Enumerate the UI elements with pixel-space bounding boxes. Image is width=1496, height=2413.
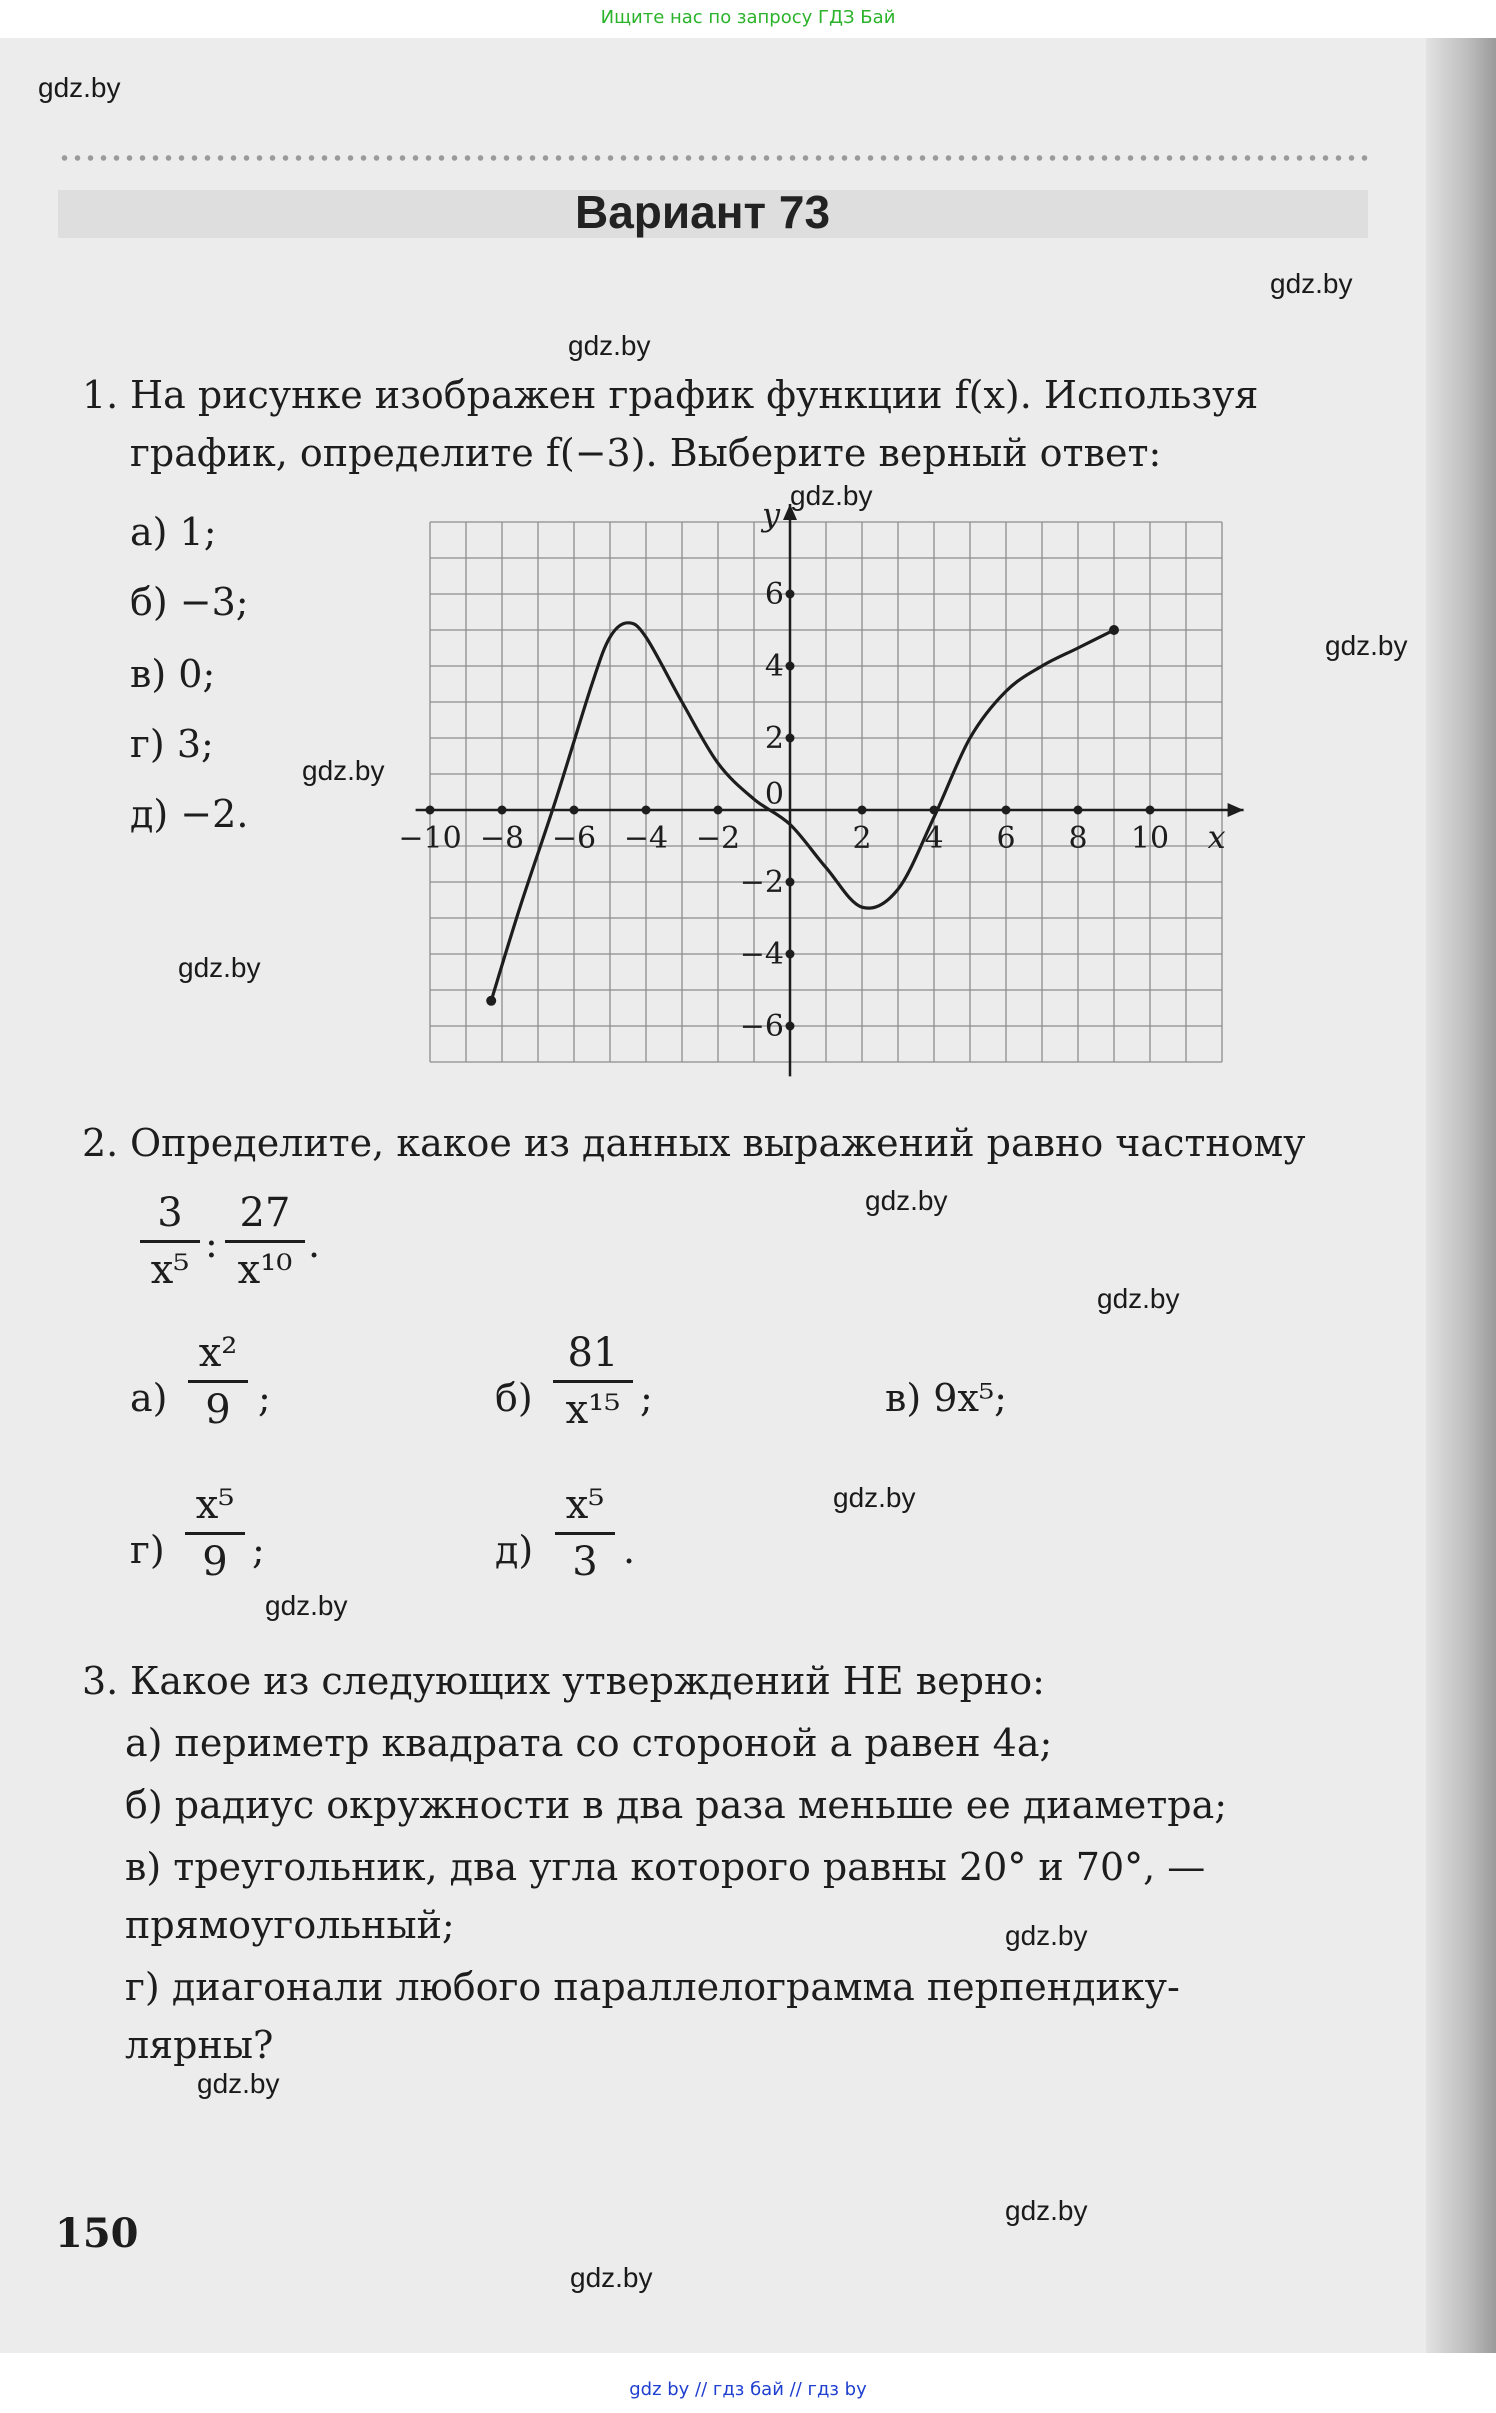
x-axis-label: x — [1207, 818, 1226, 856]
x-tick-label: −4 — [623, 821, 669, 856]
curve-end-point — [1109, 625, 1119, 635]
watermark: gdz.by — [265, 1590, 348, 1621]
q1-option-a: а) 1; — [130, 510, 217, 554]
x-tick-label: −2 — [695, 821, 741, 856]
y-tick-dot — [786, 590, 795, 599]
q2-expr-fraction-2 — [225, 1190, 305, 1293]
denominator: 3 — [572, 1539, 598, 1585]
q2-option-b-end: ; — [640, 1376, 653, 1420]
x-axis-arrow — [1228, 803, 1244, 817]
q2-option-e-fraction — [555, 1482, 615, 1585]
watermark: gdz.by — [302, 755, 385, 786]
y-tick-dot — [786, 878, 795, 887]
q2-option-d-fraction — [185, 1482, 245, 1585]
watermark: gdz.by — [865, 1185, 948, 1216]
x-tick-dot — [858, 806, 867, 815]
x-tick-dot — [714, 806, 723, 815]
watermark: gdz.by — [1270, 268, 1353, 299]
q2-option-b-fraction — [553, 1330, 633, 1433]
q3-option-d-line2: лярны? — [125, 2023, 274, 2067]
q2-expr-colon: : — [205, 1222, 218, 1266]
y-tick-label: 6 — [764, 577, 784, 612]
numerator: 81 — [567, 1330, 619, 1376]
fraction-bar — [188, 1380, 248, 1383]
x-tick-dot — [1074, 806, 1083, 815]
q2-expr-end: . — [308, 1222, 321, 1266]
watermark: gdz.by — [1325, 630, 1408, 661]
q1-option-d: г) 3; — [130, 722, 214, 766]
numerator: x² — [198, 1330, 238, 1376]
fraction-bar — [553, 1380, 633, 1383]
y-tick-label: −6 — [739, 1009, 784, 1044]
watermark: gdz.by — [833, 1482, 916, 1513]
x-tick-dot — [642, 806, 651, 815]
watermark: gdz.by — [178, 952, 261, 983]
page-number: 150 — [55, 2210, 139, 2257]
fraction-bar — [225, 1240, 305, 1243]
q2-option-d-label: г) — [130, 1528, 165, 1572]
q1-line1: На рисунке изображен график функции f(x). Используя — [130, 373, 1259, 417]
fraction-bar — [185, 1532, 245, 1535]
function-curve — [491, 623, 1114, 1001]
q3-option-c-line2: прямоугольный; — [125, 1903, 455, 1947]
watermark: gdz.by — [1005, 2195, 1088, 2226]
y-tick-label: −4 — [739, 937, 784, 972]
q3-option-c-line1: в) треугольник, два угла которого равны 20° и 70°, — — [125, 1845, 1206, 1889]
dotted-rule — [58, 152, 1368, 164]
x-tick-label: −8 — [479, 821, 525, 856]
watermark: gdz.by — [38, 72, 121, 103]
x-tick-label: 4 — [924, 821, 944, 856]
watermark: gdz.by — [570, 2262, 653, 2293]
y-tick-label: 2 — [764, 721, 784, 756]
q2-option-c: в) 9x⁵; — [885, 1376, 1007, 1420]
denominator: x⁵ — [150, 1247, 190, 1293]
fraction-bar — [555, 1532, 615, 1535]
q2-number: 2. — [82, 1121, 119, 1165]
origin-label: 0 — [764, 777, 784, 812]
x-tick-label: −10 — [398, 821, 462, 856]
numerator: x⁵ — [195, 1482, 235, 1528]
y-tick-dot — [786, 950, 795, 959]
q2-option-a-fraction — [188, 1330, 248, 1433]
q1-number: 1. — [82, 373, 119, 417]
numerator: x⁵ — [565, 1482, 605, 1528]
watermark: gdz.by — [197, 2068, 280, 2099]
watermark: gdz.by — [1097, 1283, 1180, 1314]
x-tick-label: 8 — [1068, 821, 1088, 856]
q1-option-c: в) 0; — [130, 652, 216, 696]
denominator: 9 — [205, 1387, 231, 1433]
x-tick-dot — [498, 806, 507, 815]
q2-option-a-end: ; — [258, 1376, 271, 1420]
q2-option-e-label: д) — [495, 1528, 534, 1572]
top-banner[interactable]: Ищите нас по запросу ГДЗ Бай — [600, 7, 896, 28]
y-tick-dot — [786, 1022, 795, 1031]
watermark: gdz.by — [568, 330, 651, 361]
denominator: x¹⁰ — [237, 1247, 293, 1293]
y-tick-dot — [786, 734, 795, 743]
q3-option-a: а) периметр квадрата со стороной a равен 4a; — [125, 1721, 1053, 1765]
numerator: 3 — [157, 1190, 183, 1236]
q2-option-e-end: . — [623, 1528, 636, 1572]
denominator: x¹⁵ — [565, 1387, 621, 1433]
x-tick-dot — [1146, 806, 1155, 815]
x-tick-label: 6 — [996, 821, 1016, 856]
watermark: gdz.by — [1005, 1920, 1088, 1951]
q1-option-e: д) −2. — [130, 792, 249, 836]
q2-option-a-label: а) — [130, 1376, 168, 1420]
q3-number: 3. — [82, 1659, 119, 1703]
q3-option-d-line1: г) диагонали любого параллелограмма перпендику- — [125, 1965, 1180, 2009]
q2-option-b-label: б) — [495, 1376, 533, 1420]
x-tick-label: 10 — [1130, 821, 1170, 856]
fraction-bar — [140, 1240, 200, 1243]
bottom-banner[interactable]: gdz by // гдз бай // гдз by — [629, 2379, 867, 2400]
q2-expr-fraction-1 — [140, 1190, 200, 1293]
y-tick-dot — [786, 662, 795, 671]
numerator: 27 — [239, 1190, 291, 1236]
q3-line1: Какое из следующих утверждений НЕ верно: — [130, 1659, 1045, 1703]
q3-option-b: б) радиус окружности в два раза меньше ее диаметра; — [125, 1783, 1228, 1827]
q1-option-b: б) −3; — [130, 580, 249, 624]
x-tick-label: 2 — [852, 821, 872, 856]
variant-title: Вариант 73 — [575, 186, 831, 238]
x-tick-dot — [570, 806, 579, 815]
curve-start-point — [486, 996, 496, 1006]
x-tick-dot — [426, 806, 435, 815]
y-tick-label: 4 — [764, 649, 784, 684]
q2-option-d-end: ; — [252, 1528, 265, 1572]
denominator: 9 — [202, 1539, 228, 1585]
y-tick-label: −2 — [739, 865, 784, 900]
q1-line2: график, определите f(−3). Выберите верный ответ: — [130, 431, 1162, 475]
watermark: gdz.by — [790, 480, 873, 511]
q2-line1: Определите, какое из данных выражений равно частному — [130, 1121, 1306, 1165]
x-tick-dot — [1002, 806, 1011, 815]
x-tick-label: −6 — [551, 821, 597, 856]
page-edge-shadow — [1426, 38, 1496, 2353]
y-axis-label: y — [762, 495, 781, 534]
